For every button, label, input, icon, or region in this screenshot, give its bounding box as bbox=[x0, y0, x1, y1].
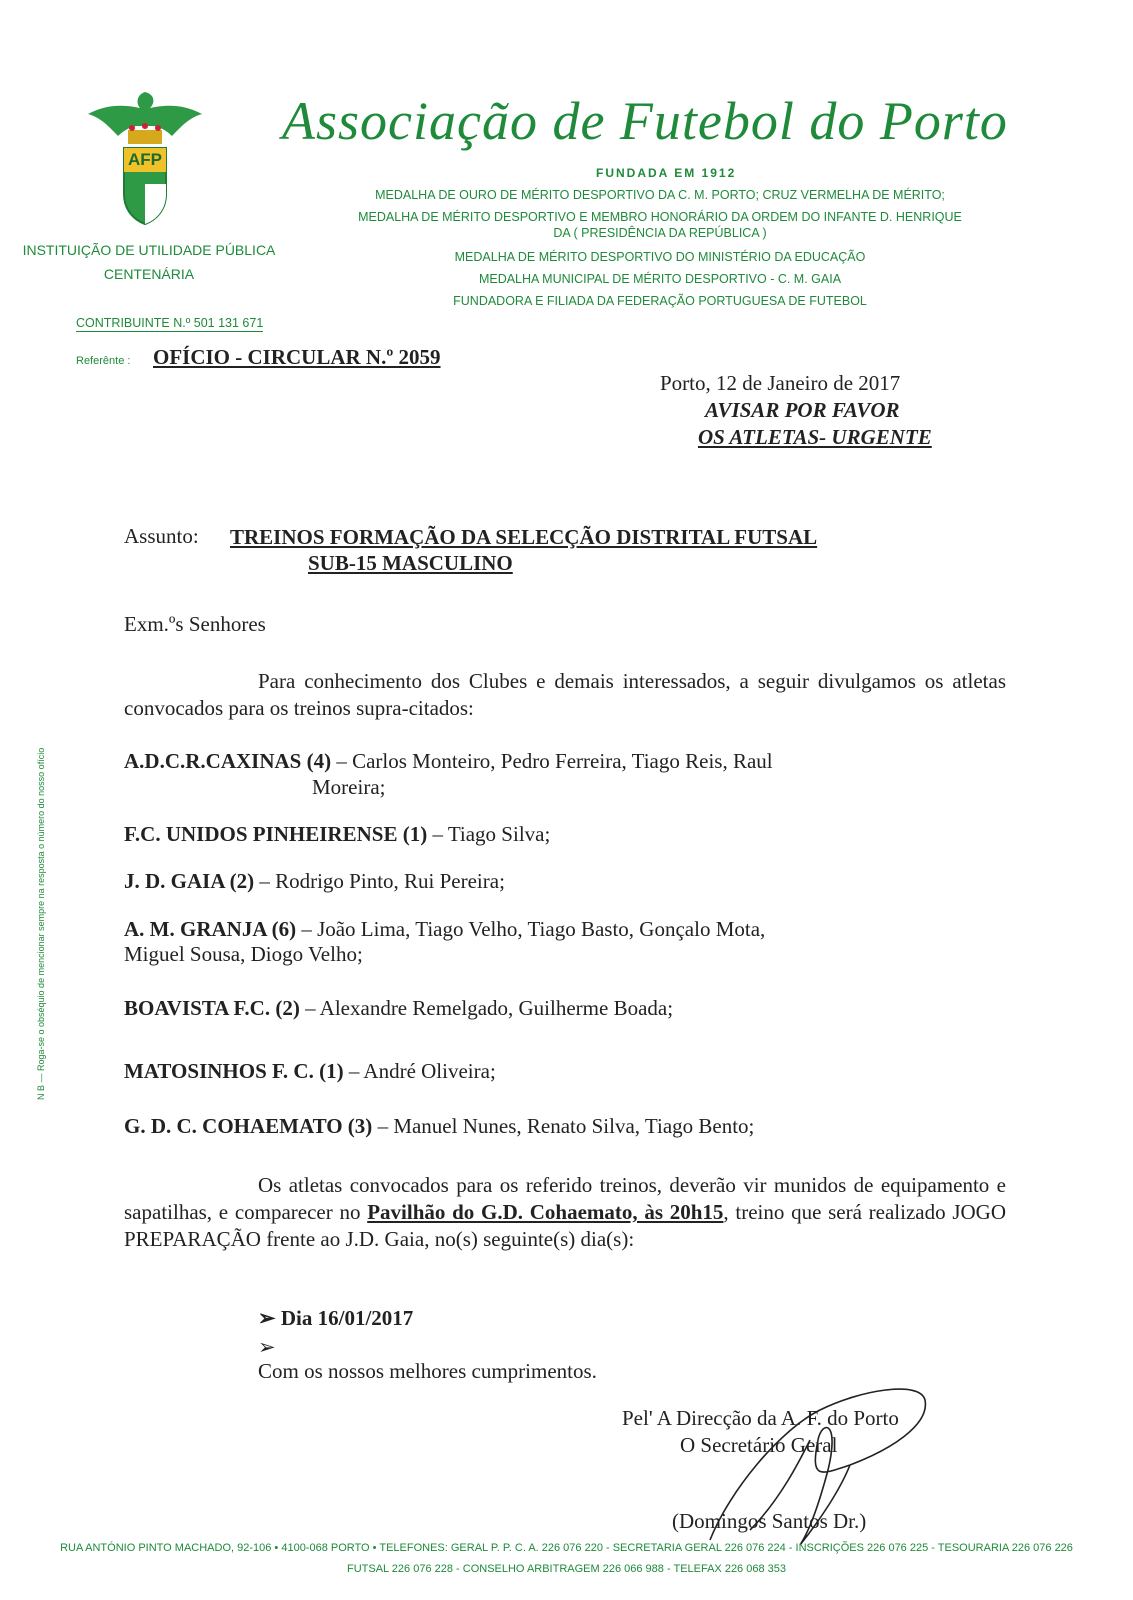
club-players: Carlos Monteiro, Pedro Ferreira, Tiago Reis, Raul bbox=[352, 749, 773, 773]
club-name: MATOSINHOS F. C. (1) bbox=[124, 1059, 344, 1083]
club-name: J. D. GAIA (2) bbox=[124, 869, 255, 893]
club-entry-granja: A. M. GRANJA (6) – João Lima, Tiago Velho, Tiago Basto, Gonçalo Mota, bbox=[124, 917, 766, 941]
signatory-name: (Domingos Santos Dr.) bbox=[672, 1509, 867, 1533]
founded-year: FUNDADA EM 1912 bbox=[596, 166, 737, 180]
club-entry-boavista: BOAVISTA F.C. (2) – Alexandre Remelgado, Guilherme Boada; bbox=[124, 996, 674, 1020]
afp-logo bbox=[80, 84, 210, 230]
reference-number: OFÍCIO - CIRCULAR N.º 2059 bbox=[153, 345, 441, 369]
urgent-notice-2: OS ATLETAS- URGENTE bbox=[698, 425, 932, 449]
arrow-bullet-icon: ➢ bbox=[258, 1306, 281, 1330]
club-entry-matosinhos: MATOSINHOS F. C. (1) – André Oliveira; bbox=[124, 1059, 496, 1083]
club-entry-pinheirense: F.C. UNIDOS PINHEIRENSE (1) – Tiago Silva; bbox=[124, 822, 551, 846]
intro-text: Para conhecimento dos Clubes e demais interessados, a seguir divulgamos os atletas convocados para os treinos supra-citados: bbox=[124, 669, 1006, 720]
subject-label: Assunto: bbox=[124, 524, 199, 548]
club-name: G. D. C. COHAEMATO (3) bbox=[124, 1114, 373, 1138]
club-entry-gaia: J. D. GAIA (2) – Rodrigo Pinto, Rui Pereira; bbox=[124, 869, 505, 893]
closing-line: Com os nossos melhores cumprimentos. bbox=[258, 1359, 597, 1383]
medal-line-5: MEDALHA MUNICIPAL DE MÉRITO DESPORTIVO - C. M. GAIA bbox=[478, 272, 842, 286]
instructions-paragraph bbox=[124, 1172, 1006, 1253]
subject-line-2: SUB-15 MASCULINO bbox=[308, 551, 513, 575]
footer-line-1: RUA ANTÓNIO PINTO MACHADO, 92-106 • 4100-068 PORTO • TELEFONES: GERAL P. P. C. A. 226 076 220 - SECRETARIA GERAL 226 076 224 - INSCRIÇÕES 226 076 225 - TESOURARIA 226 076 226 bbox=[60, 1542, 1073, 1554]
side-note: N B — Roga-se o obséquio de mencionar sempre na resposta o número do nosso ofício bbox=[36, 747, 46, 1100]
training-day-date: Dia 16/01/2017 bbox=[280, 1306, 414, 1330]
contributor-number: CONTRIBUINTE N.º 501 131 671 bbox=[76, 316, 264, 330]
medal-line-3: DA ( PRESIDÊNCIA DA REPÚBLICA ) bbox=[553, 226, 767, 240]
club-players: Tiago Silva; bbox=[447, 822, 551, 846]
venue-time: Pavilhão do G.D. Cohaemato, às 20h15 bbox=[367, 1200, 724, 1224]
reference-label: Referênte : bbox=[76, 355, 131, 367]
medal-line-6: FUNDADORA E FILIADA DA FEDERAÇÃO PORTUGUESA DE FUTEBOL bbox=[453, 294, 867, 308]
club-players: Alexandre Remelgado, Guilherme Boada; bbox=[319, 996, 674, 1020]
logo-afp-text: AFP bbox=[128, 150, 162, 169]
club-name: A.D.C.R.CAXINAS (4) bbox=[124, 749, 332, 773]
association-title: Associação de Futebol do Porto bbox=[282, 91, 1008, 151]
urgent-notice-1: AVISAR POR FAVOR bbox=[705, 398, 900, 422]
signature-line-2: O Secretário Geral bbox=[680, 1433, 838, 1457]
institution-line-1: INSTITUIÇÃO DE UTILIDADE PÚBLICA bbox=[22, 242, 276, 258]
club-entry-cohaemato: G. D. C. COHAEMATO (3) – Manuel Nunes, Renato Silva, Tiago Bento; bbox=[124, 1114, 755, 1138]
club-players: Rodrigo Pinto, Rui Pereira; bbox=[275, 869, 505, 893]
club-entry-caxinas-cont: Moreira; bbox=[312, 775, 386, 799]
club-players: Manuel Nunes, Renato Silva, Tiago Bento; bbox=[393, 1114, 755, 1138]
arrow-bullet-icon: ➢ bbox=[258, 1335, 276, 1359]
medal-line-4: MEDALHA DE MÉRITO DESPORTIVO DO MINISTÉRIO DA EDUCAÇÃO bbox=[454, 250, 866, 264]
club-entry-granja-cont: Miguel Sousa, Diogo Velho; bbox=[124, 942, 363, 966]
club-name: F.C. UNIDOS PINHEIRENSE (1) bbox=[124, 822, 428, 846]
medal-line-1: MEDALHA DE OURO DE MÉRITO DESPORTIVO DA C. M. PORTO; CRUZ VERMELHA DE MÉRITO; bbox=[375, 188, 945, 202]
institution-line-2: CENTENÁRIA bbox=[103, 266, 195, 282]
club-entry-caxinas: A.D.C.R.CAXINAS (4) – Carlos Monteiro, Pedro Ferreira, Tiago Reis, Raul bbox=[124, 749, 773, 773]
club-players: André Oliveira; bbox=[363, 1059, 496, 1083]
medal-line-2: MEDALHA DE MÉRITO DESPORTIVO E MEMBRO HONORÁRIO DA ORDEM DO INFANTE D. HENRIQUE bbox=[358, 210, 962, 224]
training-day bbox=[258, 1305, 413, 1332]
instructions-part-2: , treino que será realizado JOGO PREPARAÇÃO frente ao J.D. Gaia, no(s) seguinte(s) dia(s): bbox=[124, 1200, 1007, 1251]
club-name: BOAVISTA F.C. (2) bbox=[124, 996, 300, 1020]
letter-date: Porto, 12 de Janeiro de 2017 bbox=[660, 371, 901, 395]
footer-line-2: FUTSAL 226 076 228 - CONSELHO ARBITRAGEM 226 066 988 - TELEFAX 226 068 353 bbox=[346, 1563, 786, 1575]
subject-line-1: TREINOS FORMAÇÃO DA SELECÇÃO DISTRITAL FUTSAL bbox=[230, 525, 818, 549]
greeting: Exm.ºs Senhores bbox=[124, 612, 266, 636]
instructions-part-1: Os atletas convocados para os referido treinos, deverão vir munidos de equipamento e sapatilhas, e comparecer no bbox=[124, 1173, 1006, 1224]
signature-line-1: Pel' A Direcção da A. F. do Porto bbox=[622, 1406, 899, 1430]
empty-day-bullet bbox=[258, 1334, 276, 1361]
club-name: A. M. GRANJA (6) bbox=[124, 917, 297, 941]
club-players: João Lima, Tiago Velho, Tiago Basto, Gonçalo Mota, bbox=[317, 917, 766, 941]
intro-paragraph bbox=[124, 668, 1006, 722]
